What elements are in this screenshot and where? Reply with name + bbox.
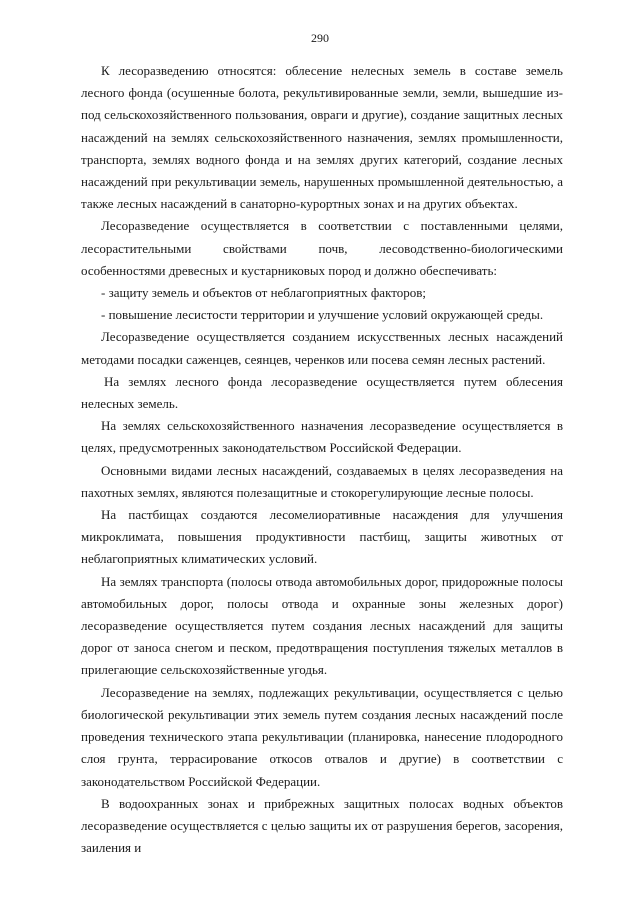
page-number: 290 — [311, 31, 329, 45]
paragraph-reclamation-lands: Лесоразведение на землях, подлежащих рекультивации, осуществляется с целью биологической рекультивации этих земель путем создания лесных насаждений после проведения технического этапа рекультивации (планировка, нанесение плодородного слоя грунта, террасирование откосов отвалов и другие) в соответствии с законодательством Российской Федерации. — [81, 684, 563, 789]
paragraph-arable-land-strips: Основными видами лесных насаждений, создаваемых в целях лесоразведения на пахотных землях, являются полезащитные и стокорегулирующие лесные полосы. — [81, 462, 563, 500]
paragraph-pastures: На пастбищах создаются лесомелиоративные насаждения для улучшения микроклимата, повышения продуктивности пастбищ, защиты животных от неблагоприятных климатических условий. — [81, 507, 563, 567]
paragraph-afforestation-methods: Лесоразведение осуществляется созданием искусственных лесных насаждений методами посадки саженцев, сеянцев, черенков или посева семян лесных растений. — [81, 329, 563, 367]
paragraph-agricultural-lands: На землях сельскохозяйственного назначения лесоразведение осуществляется в целях, предусмотренных законодательством Российской Федерации. — [81, 418, 563, 456]
paragraph-transport-lands: На землях транспорта (полосы отвода автомобильных дорог, придорожные полосы автомобильных дорог, полосы отвода и охранные зоны железных дорог) лесоразведение осуществляется путем создания лесных насаждений для защиты дорог от заноса снегом и песком, предотвращения поступления тяжелых металлов в прилегающие сельскохозяйственные угодья. — [81, 573, 563, 678]
paragraph-afforestation-scope: К лесоразведению относятся: облесение нелесных земель в составе земель лесного фонда (осушенные болота, рекультивированные земли, земли, вышедшие из-под сельскохозяйственного пользования, овраги и другие), создание защитных лесных насаждений на землях сельскохозяйственного назначения, землях промышленности, транспорта, землях водного фонда и на землях других категорий, создание лесных насаждений при рекультивации земель, нарушенных промышленной деятельностью, а также лесных насаждений в санаторно-курортных зонах и на других объектах. — [81, 63, 563, 212]
paragraph-water-protection-zones: В водоохранных зонах и прибрежных защитных полосах водных объектов лесоразведение осуществляется с целью защиты их от разрушения берегов, засорения, заиления и — [81, 795, 563, 856]
document-body — [81, 60, 563, 859]
list-item-land-protection: - защиту земель и объектов от неблагоприятных факторов; — [101, 285, 426, 301]
paragraph-afforestation-requirements: Лесоразведение осуществляется в соответствии с поставленными целями, лесорастительными свойствами почв, лесоводственно-биологическими особенностями древесных и кустарниковых пород и должно обеспечивать: — [81, 218, 563, 278]
list-item-forest-cover-increase: - повышение лесистости территории и улучшение условий окружающей среды. — [101, 307, 544, 323]
paragraph-forest-fund-lands: На землях лесного фонда лесоразведение осуществляется путем облесения нелесных земель. — [81, 373, 563, 412]
